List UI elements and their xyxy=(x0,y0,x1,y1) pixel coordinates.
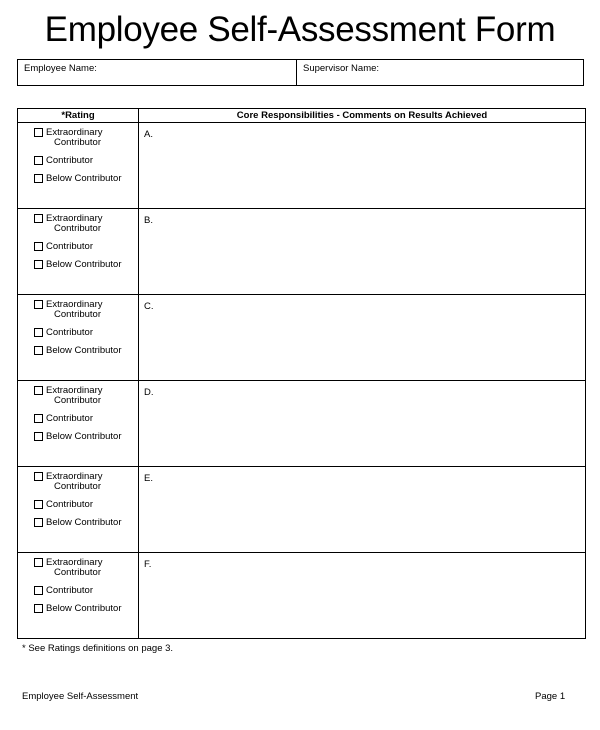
option-label: Below Contributor xyxy=(46,173,122,184)
employee-name-field[interactable] xyxy=(18,60,297,85)
row-letter: B. xyxy=(144,215,153,226)
option-below-contributor[interactable] xyxy=(34,346,138,356)
option-extraordinary-contributor[interactable] xyxy=(34,300,138,320)
option-label: Extraordinary xyxy=(46,471,103,482)
option-contributor[interactable] xyxy=(34,156,138,166)
option-label: Below Contributor xyxy=(46,259,122,270)
option-contributor[interactable] xyxy=(34,586,138,596)
option-extraordinary-contributor[interactable] xyxy=(34,472,138,492)
checkbox[interactable] xyxy=(34,414,43,423)
rating-cell xyxy=(18,381,139,467)
option-label: Below Contributor xyxy=(46,345,122,356)
row-letter: D. xyxy=(144,387,154,398)
option-below-contributor[interactable] xyxy=(34,174,138,184)
row-letter: F. xyxy=(144,559,152,570)
table-row xyxy=(18,209,586,295)
option-label: Contributor xyxy=(54,223,101,234)
checkbox[interactable] xyxy=(34,156,43,165)
option-label: Extraordinary xyxy=(46,385,103,396)
ratings-footnote: * See Ratings definitions on page 3. xyxy=(22,643,174,654)
option-label: Contributor xyxy=(54,395,101,406)
checkbox[interactable] xyxy=(34,242,43,251)
names-box xyxy=(17,59,584,86)
page-title: Employee Self-Assessment Form xyxy=(44,10,556,49)
table-row xyxy=(18,295,586,381)
checkbox[interactable] xyxy=(34,386,43,395)
checkbox[interactable] xyxy=(34,300,43,309)
comments-cell[interactable] xyxy=(139,209,586,295)
option-extraordinary-contributor[interactable] xyxy=(34,386,138,406)
option-contributor[interactable] xyxy=(34,242,138,252)
option-label: Contributor xyxy=(54,309,101,320)
option-label: Contributor xyxy=(46,327,93,338)
option-label: Contributor xyxy=(46,155,93,166)
option-extraordinary-contributor[interactable] xyxy=(34,128,138,148)
option-label: Contributor xyxy=(46,499,93,510)
option-label: Contributor xyxy=(54,567,101,578)
checkbox[interactable] xyxy=(34,328,43,337)
rating-cell xyxy=(18,123,139,209)
checkbox[interactable] xyxy=(34,128,43,137)
row-letter: A. xyxy=(144,129,153,140)
checkbox[interactable] xyxy=(34,604,43,613)
option-extraordinary-contributor[interactable] xyxy=(34,558,138,578)
footer-page-number: Page 1 xyxy=(535,691,566,702)
rating-cell xyxy=(18,467,139,553)
option-label: Below Contributor xyxy=(46,431,122,442)
assessment-table xyxy=(17,108,586,639)
checkbox[interactable] xyxy=(34,472,43,481)
option-contributor[interactable] xyxy=(34,328,138,338)
comments-cell[interactable] xyxy=(139,467,586,553)
option-label: Contributor xyxy=(46,585,93,596)
checkbox[interactable] xyxy=(34,174,43,183)
rating-header: *Rating xyxy=(18,109,139,123)
checkbox[interactable] xyxy=(34,586,43,595)
row-letter: E. xyxy=(144,473,153,484)
option-label: Extraordinary xyxy=(46,557,103,568)
checkbox[interactable] xyxy=(34,518,43,527)
comments-cell[interactable] xyxy=(139,295,586,381)
checkbox[interactable] xyxy=(34,432,43,441)
rating-cell xyxy=(18,553,139,639)
checkbox[interactable] xyxy=(34,214,43,223)
rating-cell xyxy=(18,295,139,381)
option-below-contributor[interactable] xyxy=(34,432,138,442)
option-extraordinary-contributor[interactable] xyxy=(34,214,138,234)
option-contributor[interactable] xyxy=(34,500,138,510)
option-label: Contributor xyxy=(54,481,101,492)
checkbox[interactable] xyxy=(34,260,43,269)
option-label: Below Contributor xyxy=(46,603,122,614)
comments-cell[interactable] xyxy=(139,553,586,639)
table-row xyxy=(18,381,586,467)
option-label: Contributor xyxy=(46,413,93,424)
comments-cell[interactable] xyxy=(139,381,586,467)
checkbox[interactable] xyxy=(34,500,43,509)
option-below-contributor[interactable] xyxy=(34,518,138,528)
comments-header: Core Responsibilities - Comments on Results Achieved xyxy=(139,109,586,123)
table-row xyxy=(18,467,586,553)
option-below-contributor[interactable] xyxy=(34,604,138,614)
supervisor-name-field[interactable] xyxy=(297,60,583,85)
option-label: Extraordinary xyxy=(46,299,103,310)
checkbox[interactable] xyxy=(34,558,43,567)
row-letter: C. xyxy=(144,301,154,312)
table-row xyxy=(18,123,586,209)
option-label: Contributor xyxy=(54,137,101,148)
option-label: Contributor xyxy=(46,241,93,252)
checkbox[interactable] xyxy=(34,346,43,355)
comments-cell[interactable] xyxy=(139,123,586,209)
option-below-contributor[interactable] xyxy=(34,260,138,270)
footer-document-name: Employee Self-Assessment xyxy=(22,691,139,702)
option-label: Extraordinary xyxy=(46,127,103,138)
employee-name-label: Employee Name: xyxy=(24,63,97,74)
option-label: Below Contributor xyxy=(46,517,122,528)
rating-cell xyxy=(18,209,139,295)
option-contributor[interactable] xyxy=(34,414,138,424)
option-label: Extraordinary xyxy=(46,213,103,224)
supervisor-name-label: Supervisor Name: xyxy=(303,63,380,74)
table-row xyxy=(18,553,586,639)
